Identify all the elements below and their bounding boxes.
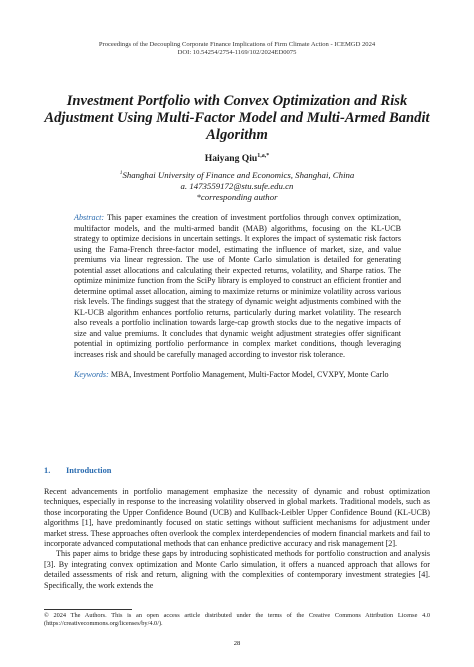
section-number: 1. [44,466,51,475]
keywords-label: Keywords: [74,370,109,379]
institution-text: Shanghai University of Finance and Economics, Shanghai, China [122,169,355,180]
section-title: Introduction [66,466,112,475]
corresponding-note: *corresponding author [196,192,278,203]
license-footer: © 2024 The Authors. This is an open access article distributed under the terms of the Creative Commons Attribution License 4.0 (https://creativecommons.org/licenses/by/4.0/). [44,612,430,627]
affiliation-block [60,168,414,204]
paragraph-2: This paper aims to bridge these gaps by introducing sophisticated methods for portfolio construction and analysis [3]. By integrating convex optimization and Monte Carlo simulation, it offers a nuanced approach that allows for detailed assessments of risk and return, aligning with the complexities of contemporary investment strategies [4]. Specifically, the work extends the [44,549,430,590]
section-heading [44,466,111,475]
page-number: 28 [233,640,241,647]
keywords [74,370,401,381]
author-line [60,153,414,164]
abstract-text: This paper examines the creation of investment portfolios through convex optimization, multifactor models, and the multi-armed bandit (MAB) algorithms, focusing on the KL-UCB strategy to optimize decisions in uncertain settings. It explores the impact of systematic risk factors using the Fama-French three-factor model, estimating the influence of market, size, and value premiums via linear regression. The use of Monte Carlo simulation is detailed for generating potential asset allocations and calculating their expected returns, volatility, and Sharpe ratios. The optimize minimize function from the SciPy library is employed to construct an efficient frontier and determine optimal asset allocation, aiming to maximize returns or minimize volatility across various risk levels. The findings suggest that the strategy of dynamic weight adjustments combined with the KL-UCB algorithm enhances portfolio returns, particularly during market volatility. The research also reveals a portfolio inclination towards large-cap growth stocks due to the negative impacts of size and value premiums. It concludes that dynamic weight adjustment strategies offer significant potential in optimizing portfolio performance in complex market conditions, though leveraging increases risk and should be carefully managed according to investor risk tolerance. [74,213,401,359]
affiliation-superscript: 1 [119,170,123,176]
running-header [40,41,434,58]
affiliation-institution [60,168,414,181]
doi-line: DOI: 10.54254/2754-1169/102/2024ED0075 [177,49,297,57]
author-email: a. 1473559172@stu.sufe.edu.cn [180,181,294,192]
paper-title: Investment Portfolio with Convex Optimization and Risk Adjustment Using Multi-Factor Model and Multi-Armed Bandit Algorithm [44,93,430,143]
author-name: Haiyang Qiu [204,153,258,165]
abstract [74,213,401,360]
abstract-label: Abstract: [74,213,105,222]
section-body [44,487,430,591]
proceedings-line: Proceedings of the Decoupling Corporate Finance Implications of Firm Climate Action - ICEMGD 2024 [98,41,376,48]
paragraph-1: Recent advancements in portfolio management emphasize the necessity of dynamic and robust optimization techniques, especially in response to the increasing volatility observed in global markets. Traditional models, such as those incorporating the Upper Confidence Bound (UCB) and Kullback-Leibler Upper Confidence Bound (KL-UCB) algorithms [1], have predominantly focused on static settings without sufficient mechanisms for adjustment under market stress. These approaches often overlook the complex interdependencies of modern financial markets and fail to incorporate advanced computational methods that can enhance predictive accuracy and risk management [2]. [44,487,430,549]
author-superscript: 1,a,* [257,153,270,159]
keywords-text: MBA, Investment Portfolio Management, Multi-Factor Model, CVXPY, Monte Carlo [110,370,389,379]
footer-divider [44,609,132,610]
